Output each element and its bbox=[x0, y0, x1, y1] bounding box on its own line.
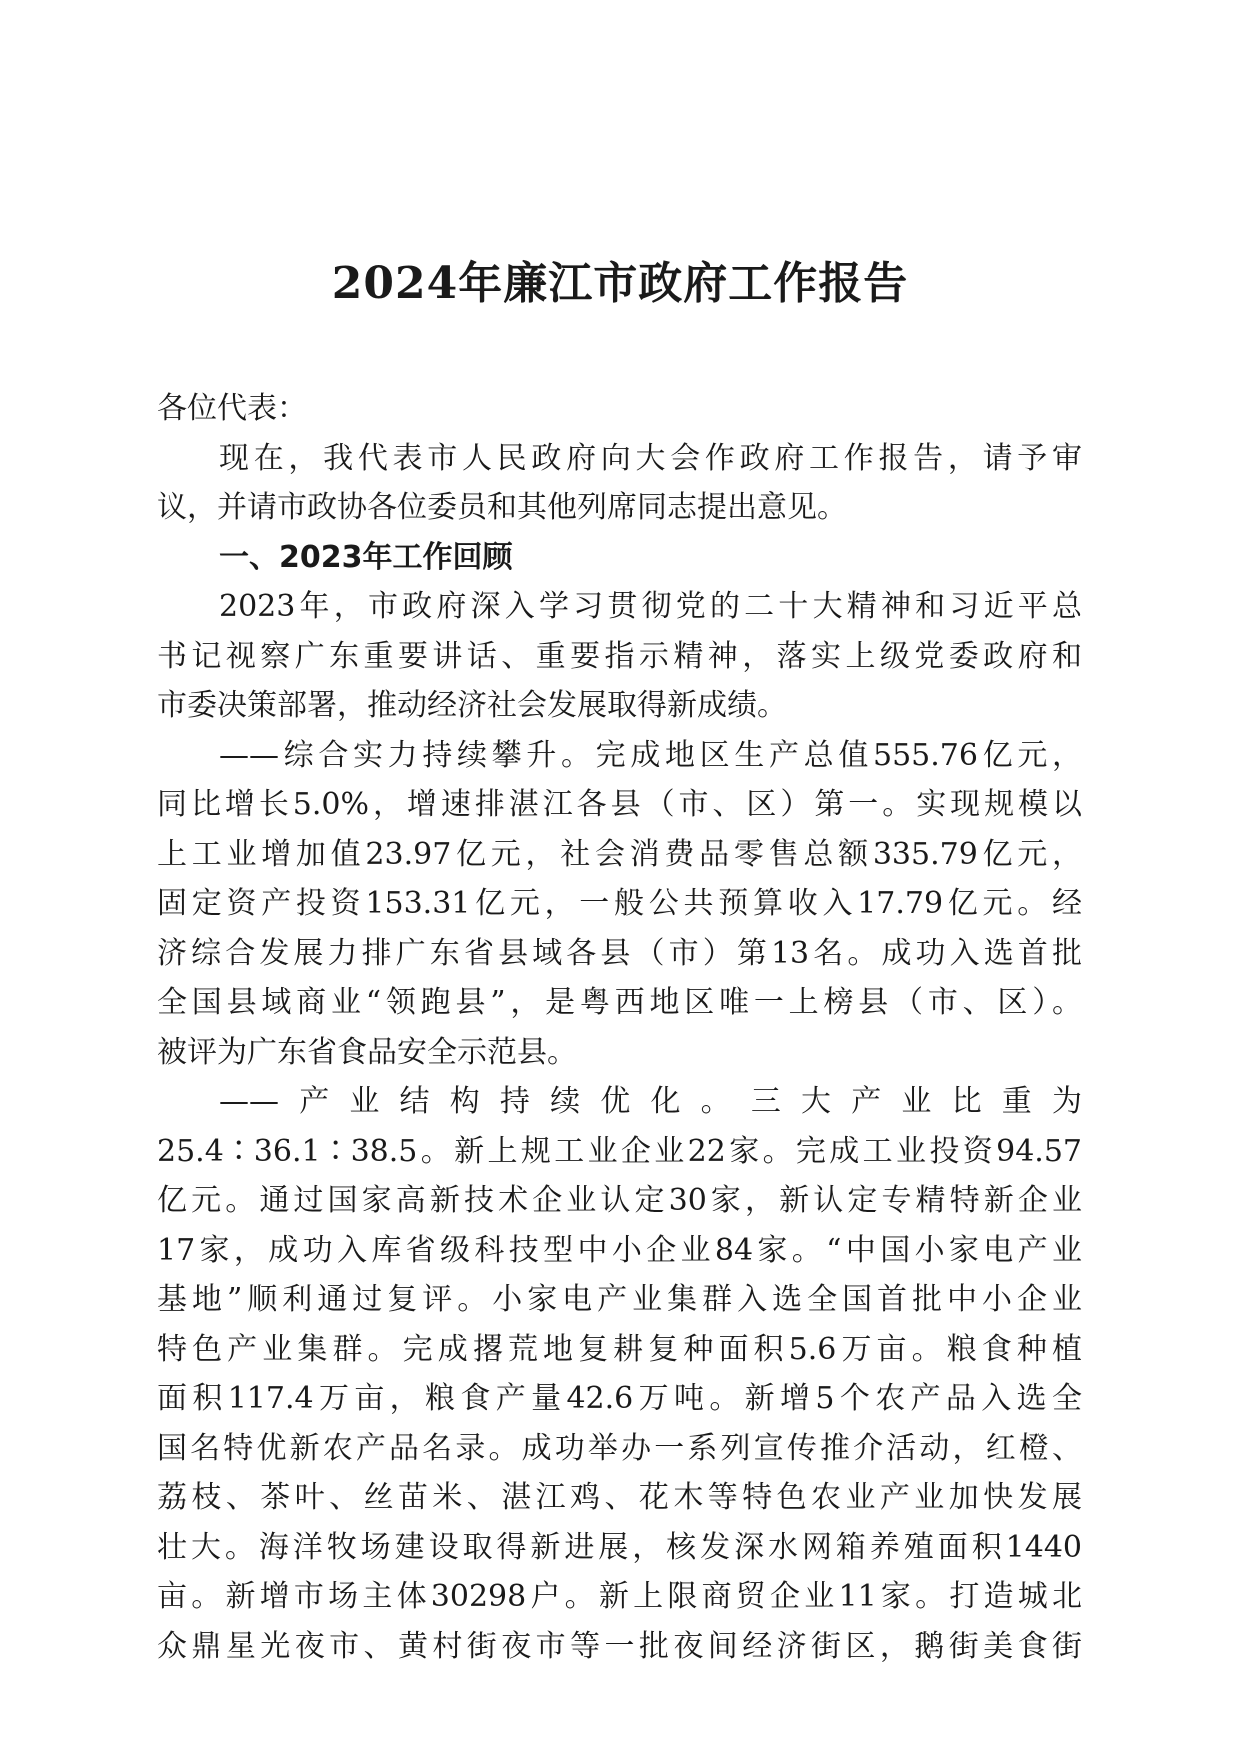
text-line: 国名特优新农产品名录。成功举办一系列宣传推介活动，红橙、 bbox=[157, 1430, 1082, 1466]
text-line: 市委决策部署，推动经济社会发展取得新成绩。 bbox=[157, 688, 787, 723]
text-line: 上工业增加值23.97亿元，社会消费品零售总额335.79亿元， bbox=[157, 836, 1082, 872]
text-line: 同比增长5.0%，增速排湛江各县（市、区）第一。实现规模以 bbox=[157, 787, 1082, 822]
text-line: 现在，我代表市人民政府向大会作政府工作报告，请予审 bbox=[219, 440, 1082, 476]
text-line: 众鼎星光夜市、黄村街夜市等一批夜间经济街区，鹅街美食街 bbox=[157, 1628, 1082, 1664]
text-line: 亿元。通过国家高新技术企业认定30家，新认定专精特新企业 bbox=[157, 1183, 1082, 1218]
text-line: 2023年，市政府深入学习贯彻党的二十大精神和习近平总 bbox=[219, 589, 1082, 624]
text-line: 全国县域商业“领跑县”，是粤西地区唯一上榜县（市、区）。 bbox=[157, 985, 1082, 1020]
text-line: 17家，成功入库省级科技型中小企业84家。“中国小家电产业 bbox=[157, 1232, 1082, 1268]
text-line: 壮大。海洋牧场建设取得新进展，核发深水网箱养殖面积1440 bbox=[157, 1529, 1082, 1565]
document-body bbox=[157, 384, 1082, 1671]
section-heading: 一、2023年工作回顾 bbox=[219, 539, 513, 575]
text-line: 荔枝、茶叶、丝苗米、湛江鸡、花木等特色农业产业加快发展 bbox=[157, 1480, 1082, 1515]
text-line: 特色产业集群。完成撂荒地复耕复种面积5.6万亩。粮食种植 bbox=[157, 1331, 1082, 1367]
text-line: 书记视察广东重要讲话、重要指示精神，落实上级党委政府和 bbox=[157, 638, 1082, 674]
text-line: ——综合实力持续攀升。完成地区生产总值555.76亿元， bbox=[219, 737, 1082, 773]
text-line: 25.4∶36.1∶38.5。新上规工业企业22家。完成工业投资94.57 bbox=[157, 1133, 1082, 1169]
text-line: ——产业结构持续优化。三大产业比重为 bbox=[219, 1084, 1082, 1119]
text-line: 议，并请市政协各位委员和其他列席同志提出意见。 bbox=[157, 490, 847, 525]
text-line: 面积117.4万亩，粮食产量42.6万吨。新增5个农产品入选全 bbox=[157, 1381, 1082, 1416]
text-line: 亩。新增市场主体30298户。新上限商贸企业11家。打造城北 bbox=[157, 1579, 1082, 1614]
text-line: 各位代表： bbox=[157, 391, 307, 426]
text-line: 被评为广东省食品安全示范县。 bbox=[157, 1034, 577, 1070]
text-line: 固定资产投资153.31亿元，一般公共预算收入17.79亿元。经 bbox=[157, 886, 1082, 921]
text-line: 济综合发展力排广东省县域各县（市）第13名。成功入选首批 bbox=[157, 935, 1082, 971]
text-line: 基地”顺利通过复评。小家电产业集群入选全国首批中小企业 bbox=[157, 1282, 1082, 1317]
document-title: 2024年廉江市政府工作报告 bbox=[331, 258, 909, 309]
